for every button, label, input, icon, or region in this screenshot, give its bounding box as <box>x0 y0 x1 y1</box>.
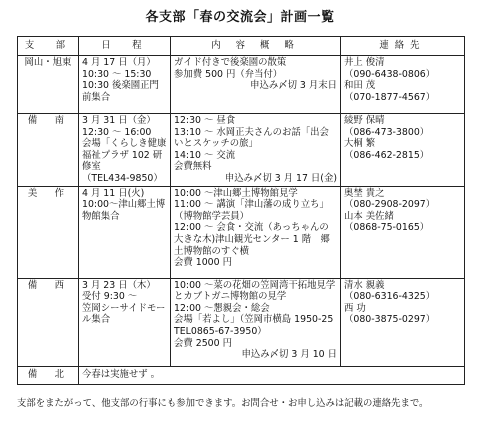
content-line: 11:00 ～ 講演「津山藩の成り立ち」（博物館学芸員） <box>174 199 329 222</box>
date-line: 3 月 31 日（金） <box>82 115 156 126</box>
header-content: 内 容 概 略 <box>171 37 341 56</box>
branch-name: 備 南 <box>18 114 79 187</box>
content-cell <box>171 56 341 114</box>
date-line: 4 月 11 日(火) <box>82 187 145 199</box>
contact-line: 西 功 <box>344 302 366 314</box>
branch-name: 岡山・旭東 <box>18 56 79 114</box>
contact-line: （080-2908-2097） <box>344 199 436 211</box>
deadline-text: 申込み〆切 3 月 17 日(金) <box>224 172 337 184</box>
header-branch: 支 部 <box>18 37 79 56</box>
content-line: 12:30 ～ 昼食 <box>174 115 236 126</box>
header-contact: 連絡先 <box>341 37 465 56</box>
content-cell <box>171 186 341 278</box>
footer-note: 支部をまたがって、他支部の行事にも参加できます。お問合せ・お申し込みは記載の連絡先まで。 <box>17 398 429 409</box>
branch-name: 美 作 <box>18 186 79 278</box>
contact-line: （086-462-2815） <box>344 149 430 161</box>
content-line: 10:00 ～津山郷土博物館見学 <box>174 187 298 199</box>
contact-line: （086-473-3800） <box>344 126 430 138</box>
contact-line: 井上 俊清 <box>344 57 385 68</box>
content-line: 12:00 ～ 会食・交流（あっちゃんの大きな木)津山観光センター 1 階 郷土博物館のすぐ横 <box>174 222 330 257</box>
contact-line: 清水 親義 <box>344 279 385 291</box>
date-line: 笠岡シーサイドモール集合 <box>82 302 166 326</box>
contact-line: 和田 茂 <box>344 80 376 92</box>
contact-line: 奥埜 貴之 <box>344 187 385 199</box>
content-cell <box>171 278 341 366</box>
contact-line: 大桐 繁 <box>344 138 376 150</box>
date-line: 10:30 後楽園正門前集合 <box>82 80 159 103</box>
date-line: 3 月 23 日（木） <box>82 279 156 291</box>
date-line: 受付 9:30 ～ <box>82 291 138 303</box>
contact-line: （070-1877-4567） <box>344 91 436 103</box>
table-row <box>18 278 465 366</box>
content-line: 10:00 ～菜の花畑の笠岡湾干拓地見学とカブトガニ博物館の見学 <box>174 279 336 303</box>
contact-line: （080-3875-0297） <box>344 314 436 326</box>
contact-cell <box>341 114 465 187</box>
contact-line: （090-6438-0806） <box>344 68 436 80</box>
table-row <box>18 114 465 187</box>
contact-line: 山本 美佐緒 <box>344 210 394 222</box>
content-line: 参加費 500 円（弁当付） <box>174 68 283 80</box>
content-line: 会費 1000 円 <box>174 257 232 269</box>
table-header-row <box>18 37 465 56</box>
date-cell <box>79 56 171 114</box>
header-date: 日 程 <box>79 37 171 56</box>
date-line: 10:00～津山郷土博物館集合 <box>82 199 166 222</box>
content-line: ガイド付きで後楽園の散策 <box>174 57 287 68</box>
deadline-text: 申込み〆切 3 月末日 <box>250 80 337 92</box>
contact-cell <box>341 278 465 366</box>
content-line: 会費無料 <box>174 161 212 173</box>
branch-name: 備 北 <box>18 366 79 384</box>
date-line: 10:30 ～ 15:30 <box>82 68 152 80</box>
contact-line: 綾野 保晴 <box>344 115 385 126</box>
content-cell <box>171 114 341 187</box>
contact-line: （0868-75-0165） <box>344 222 430 234</box>
contact-cell <box>341 186 465 278</box>
date-line: 12:30 ～ 16:00 <box>82 126 152 138</box>
content-line: 14:10 ～ 交流 <box>174 149 236 161</box>
content-line: 会場「若よし」（笠岡市横島 1950-25 TEL0865-67-3950） <box>174 314 343 337</box>
content-line: 12:00 ～懇親会・総会 <box>174 302 270 314</box>
date-cell <box>79 278 171 366</box>
branch-name: 備 西 <box>18 278 79 366</box>
table-row <box>18 186 465 278</box>
schedule-table <box>17 36 465 385</box>
contact-line: （080-6316-4325） <box>344 291 436 303</box>
date-cell <box>79 114 171 187</box>
contact-cell <box>341 56 465 114</box>
content-line: 今春は実施せず 。 <box>82 368 160 380</box>
content-line: 13:10 ～ 水岡正夫さんのお話「出会いとスケッチの旅」 <box>174 126 329 150</box>
content-cell <box>79 366 465 384</box>
page-title: 各支部「春の交流会」計画一覧 <box>145 10 335 25</box>
table-row <box>18 366 465 384</box>
date-line: 会場「くらしき健康福祉プラザ 102 研修室 <box>82 138 167 173</box>
deadline-text: 申込み〆切 3 月 10 日 <box>241 349 337 361</box>
date-cell <box>79 186 171 278</box>
date-line: （TEL434-9850） <box>82 172 163 184</box>
date-line: 4 月 17 日（月） <box>82 57 156 68</box>
content-line: 会費 2500 円 <box>174 337 232 349</box>
table-row <box>18 56 465 114</box>
